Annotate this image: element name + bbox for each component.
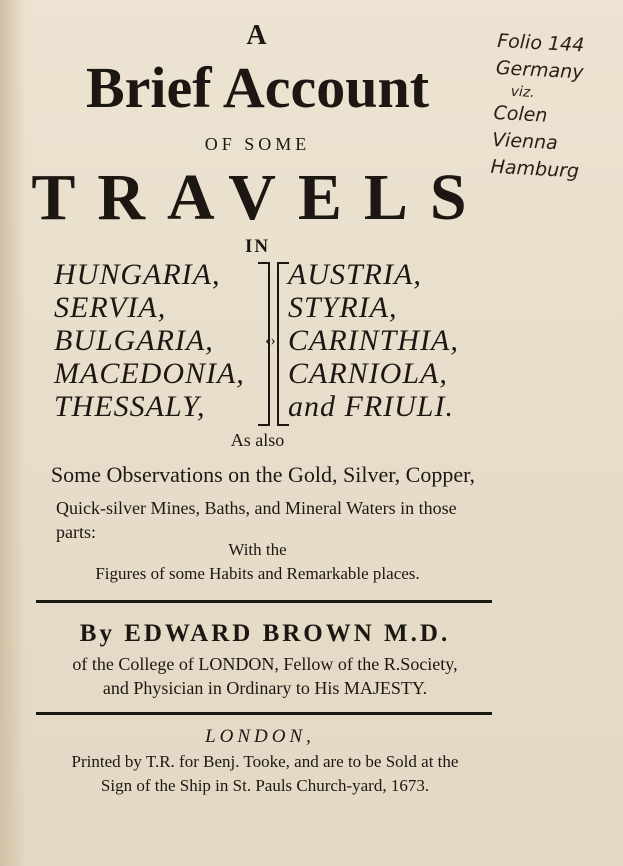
mines-line: Quick-silver Mines, Baths, and Mineral Waters in those parts:	[56, 498, 457, 542]
places-left-column	[54, 258, 245, 423]
divider-rule	[36, 712, 492, 715]
imprint-printer-line: Printed by T.R. for Benj. Tooke, and are to be Sold at the	[71, 752, 459, 771]
as-also-line: As also	[230, 430, 285, 450]
author-byline: By EDWARD BROWN M.D.	[79, 620, 451, 647]
place-name: and FRIULI.	[288, 390, 454, 423]
handwritten-line: Folio 144	[496, 29, 585, 57]
place-name: CARINTHIA,	[288, 324, 459, 357]
author-college-line: of the College of LONDON, Fellow of the R.Society,	[72, 654, 458, 674]
title-in: IN	[244, 236, 271, 257]
with-the-line: With the	[228, 540, 287, 559]
place-name: SERVIA,	[54, 291, 167, 324]
title-article: A	[246, 20, 269, 51]
divider-rule	[36, 600, 492, 603]
title-brief-account: Brief Account	[85, 55, 430, 120]
handwritten-line: Colen	[492, 101, 548, 127]
place-name: AUSTRIA,	[288, 258, 422, 291]
place-name: MACEDONIA,	[54, 357, 245, 390]
handwritten-note	[490, 28, 586, 185]
handwritten-line: Germany	[495, 56, 585, 84]
place-name: HUNGARIA,	[54, 258, 221, 291]
places-right-column	[288, 258, 459, 423]
place-name: BULGARIA,	[54, 324, 214, 357]
author-physician-line: and Physician in Ordinary to His MAJESTY.	[102, 678, 428, 698]
bracket-point: ‹›	[265, 332, 276, 349]
title-travels: TRAVELS	[31, 161, 489, 234]
place-name: CARNIOLA,	[288, 357, 448, 390]
handwritten-line: viz.	[510, 83, 536, 101]
place-name: THESSALY,	[54, 390, 206, 423]
handwritten-line: Vienna	[491, 128, 559, 155]
handwritten-line: Hamburg	[490, 155, 580, 183]
imprint-sign-line: Sign of the Ship in St. Pauls Church-yard, 1673.	[100, 776, 430, 795]
title-of-some: OF SOME	[204, 134, 311, 154]
place-name: STYRIA,	[288, 291, 398, 324]
imprint-city: LONDON,	[205, 726, 315, 747]
observations-line: Some Observations on the Gold, Silver, Copper,	[50, 462, 476, 487]
figures-line: Figures of some Habits and Remarkable places.	[95, 564, 420, 583]
